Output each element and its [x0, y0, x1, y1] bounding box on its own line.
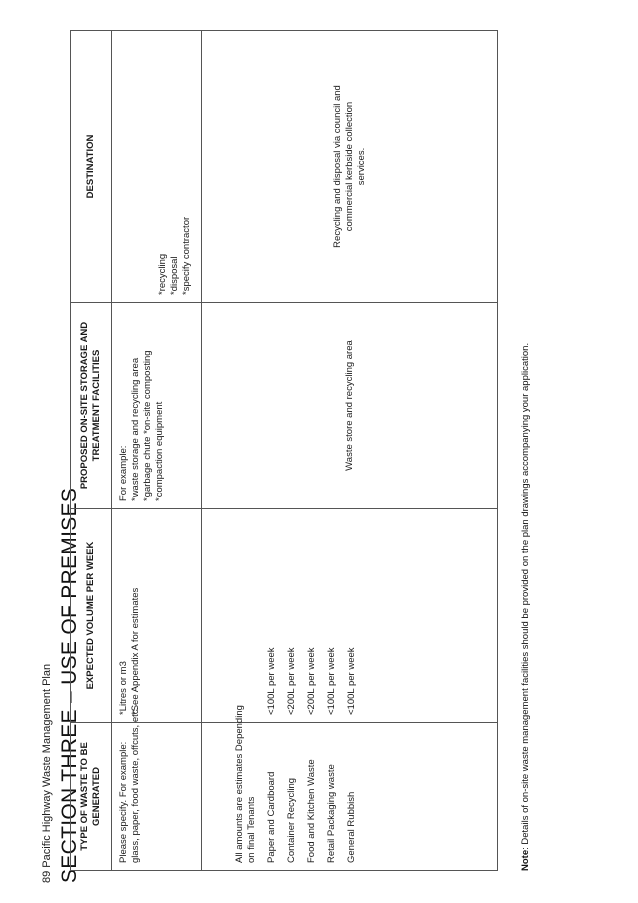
table-header-row: [71, 31, 112, 871]
header-waste-type: TYPE OF WASTE TO BE GENERATED: [71, 723, 112, 871]
storage-cell: [202, 303, 498, 509]
example-storage-line: *waste storage and recycling area: [130, 357, 141, 501]
example-storage-line: For example:: [118, 445, 129, 501]
footnote: [520, 343, 531, 871]
destination-line: services.: [355, 147, 367, 186]
header-destination: DESTINATION: [71, 31, 112, 303]
example-destination-line: *disposal: [169, 256, 180, 295]
waste-type: Retail Packaging waste: [326, 764, 337, 863]
storage-value: Waste store and recycling area: [343, 340, 355, 471]
example-type-cell: [112, 706, 202, 871]
estimate-note-line: on final Tenants: [246, 796, 257, 863]
example-type-line: glass, paper, food waste, offcuts, etc.: [130, 706, 141, 863]
example-volume-cell: [112, 509, 202, 723]
waste-volume: <200L per week: [306, 647, 317, 715]
waste-volume: <100L per week: [266, 647, 277, 715]
example-volume-line: *Litres or m3: [118, 661, 129, 715]
example-storage-line: *compaction equipment: [154, 401, 165, 501]
waste-volume: <100L per week: [346, 647, 357, 715]
waste-volume: <100L per week: [326, 647, 337, 715]
header-expected-volume: EXPECTED VOLUME PER WEEK: [71, 509, 112, 723]
example-storage-line: *garbage chute *on-site composting: [142, 350, 153, 501]
waste-types-cell: [202, 705, 498, 871]
example-type-line: Please specify. For example:: [118, 741, 129, 863]
estimate-note-line: All amounts are estimates Depending: [234, 705, 245, 863]
example-row: [112, 31, 202, 871]
waste-type: Container Recycling: [286, 777, 297, 863]
waste-items-row: [202, 31, 498, 871]
document-header: 89 Pacific Highway Waste Management Plan: [41, 663, 53, 883]
header-storage-facilities: PROPOSED ON-SITE STORAGE AND TREATMENT FACILITIES: [71, 303, 112, 509]
destination-cell: [202, 31, 498, 303]
section-title: SECTION THREE – USE OF PREMISES: [58, 487, 81, 883]
note-text: : Details of on-site waste management facilities should be provided on the plan drawings accompanying your application.: [520, 342, 531, 850]
note-label: Note: [520, 849, 531, 871]
waste-volume: <200L per week: [286, 647, 297, 715]
example-destination-cell: [112, 31, 202, 303]
example-volume-line: *See Appendix A for estimates: [130, 587, 141, 715]
waste-table: [70, 30, 498, 871]
example-destination-line: *recycling: [157, 253, 168, 295]
waste-type: General Rubbish: [346, 791, 357, 863]
example-storage-cell: [112, 303, 202, 509]
waste-volumes-cell: [202, 509, 498, 723]
example-destination-line: *specify contractor: [181, 216, 192, 295]
destination-line: Recycling and disposal via council and: [331, 85, 343, 248]
waste-type: Food and Kitchen Waste: [306, 759, 317, 863]
waste-type: Paper and Cardboard: [266, 771, 277, 863]
destination-line: commercial kerbside collection: [343, 101, 355, 232]
